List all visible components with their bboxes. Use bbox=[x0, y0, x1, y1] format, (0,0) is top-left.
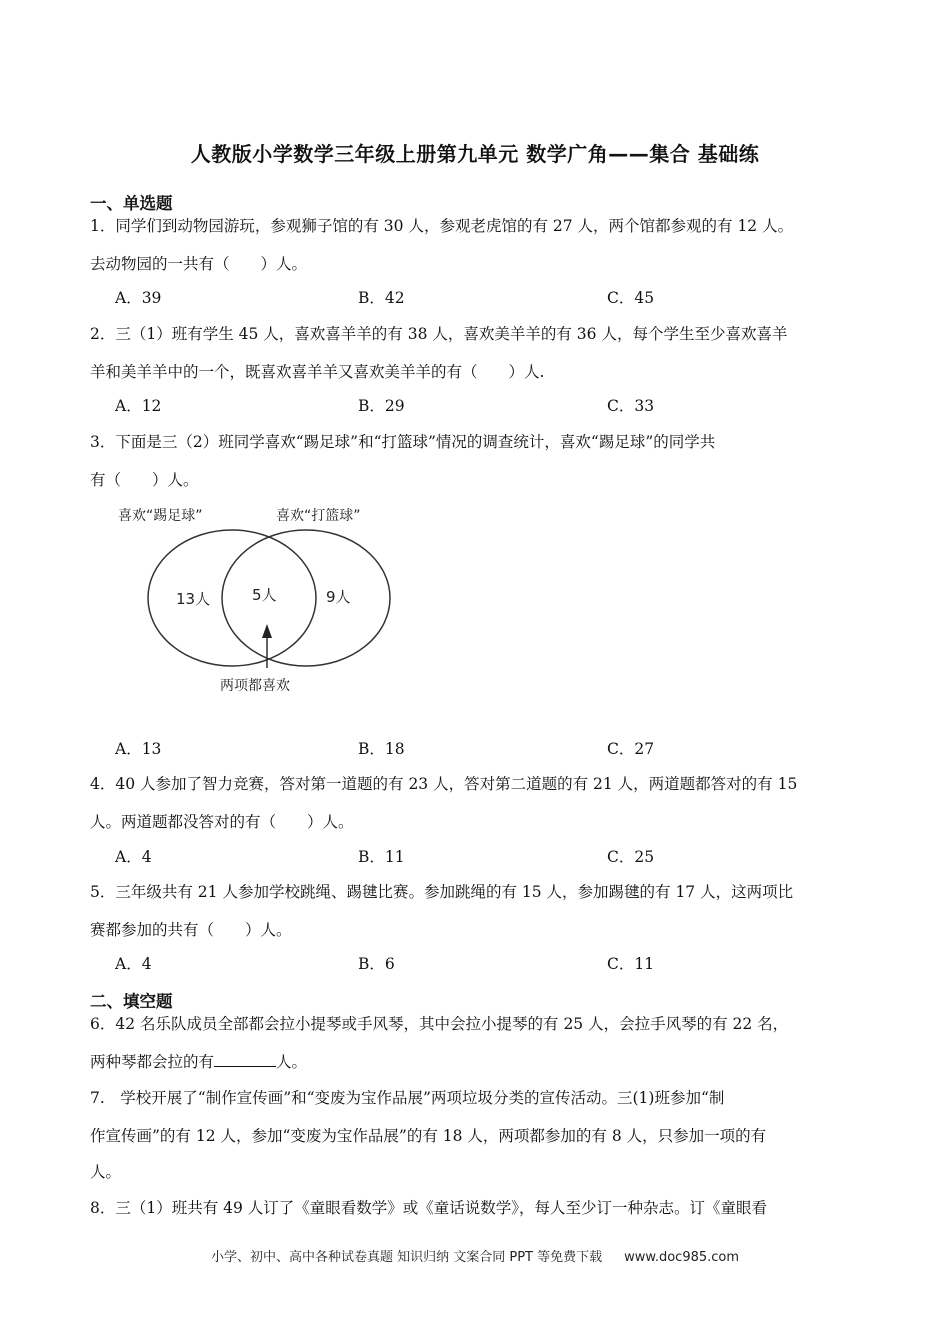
question-8-line-1: 8．三（1）班共有 49 人订了《童眼看数学》或《童话说数学》，每人至少订一种杂志。订《童眼看 bbox=[90, 1199, 768, 1217]
question-3-option-b: B．18 bbox=[358, 740, 405, 758]
venn-diagram bbox=[110, 500, 430, 710]
question-2-option-b: B．29 bbox=[358, 397, 405, 415]
page-title: 人教版小学数学三年级上册第九单元 数学广角——集合 基础练 bbox=[190, 142, 760, 166]
venn-arrow-label: 两项都喜欢 bbox=[220, 678, 290, 694]
question-1-line-2: 去动物园的一共有（ ）人。 bbox=[90, 255, 308, 273]
question-2-line-2: 羊和美羊羊中的一个，既喜欢喜羊羊又喜欢美羊羊的有（ ）人. bbox=[90, 363, 545, 381]
question-6-line-1: 6．42 名乐队成员全部都会拉小提琴或手风琴，其中会拉小提琴的有 25 人，会拉手风琴的有 22 名， bbox=[90, 1015, 789, 1033]
question-2-option-c: C．33 bbox=[607, 397, 655, 415]
venn-label-football: 喜欢“踢足球” bbox=[118, 508, 203, 524]
question-3-line-2: 有（ ）人。 bbox=[90, 471, 199, 489]
section-heading-fill-blank: 二、填空题 bbox=[90, 992, 173, 1011]
question-3-option-c: C．27 bbox=[607, 740, 655, 758]
question-2-line-1: 2．三（1）班有学生 45 人，喜欢喜羊羊的有 38 人，喜欢美羊羊的有 36 人，每个学生至少喜欢喜羊 bbox=[90, 325, 788, 343]
question-4-option-b: B．11 bbox=[358, 848, 405, 866]
question-4-option-c: C．25 bbox=[607, 848, 655, 866]
question-2-option-a: A．12 bbox=[115, 397, 162, 415]
question-5-option-b: B．6 bbox=[358, 955, 395, 973]
question-1-option-a: A．39 bbox=[115, 289, 162, 307]
question-5-line-1: 5．三年级共有 21 人参加学校跳绳、踢毽比赛。参加跳绳的有 15 人，参加踢毽的有 17 人，这两项比 bbox=[90, 883, 794, 901]
venn-circle-basketball bbox=[222, 530, 390, 666]
question-5-option-c: C．11 bbox=[607, 955, 655, 973]
question-6-text-after-blank: 人。 bbox=[276, 1053, 308, 1071]
venn-arrowhead bbox=[262, 624, 272, 638]
venn-value-basketball-only: 9人 bbox=[326, 588, 351, 606]
question-3-line-1: 3．下面是三（2）班同学喜欢“踢足球”和“打篮球”情况的调查统计，喜欢“踢足球”的同学共 bbox=[90, 433, 716, 451]
venn-circle-football bbox=[148, 530, 316, 666]
footer-text: 小学、初中、高中各种试卷真题 知识归纳 文案合同 PPT 等免费下载 bbox=[210, 1250, 603, 1265]
question-5-option-a: A．4 bbox=[115, 955, 152, 973]
question-3-option-a: A．13 bbox=[115, 740, 162, 758]
question-6-line-2 bbox=[90, 1050, 860, 1072]
page-footer bbox=[0, 1246, 950, 1265]
question-4-line-2: 人。两道题都没答对的有（ ）人。 bbox=[90, 813, 354, 831]
question-1-option-b: B．42 bbox=[358, 289, 405, 307]
question-6-text-before-blank: 两种琴都会拉的有 bbox=[90, 1053, 215, 1071]
question-4-option-a: A．4 bbox=[115, 848, 152, 866]
question-7-line-2: 作宣传画”的有 12 人，参加“变废为宝作品展”的有 18 人，两项都参加的有 8 人，只参加一项的有 bbox=[90, 1127, 767, 1145]
venn-value-both: 5人 bbox=[252, 586, 277, 604]
question-4-line-1: 4．40 人参加了智力竞赛，答对第一道题的有 23 人，答对第二道题的有 21 人，两道题都答对的有 15 bbox=[90, 775, 798, 793]
question-7-line-1: 7. 学校开展了“制作宣传画”和“变废为宝作品展”两项垃圾分类的宣传活动。三(1)班参加“制 bbox=[90, 1089, 725, 1107]
footer-url[interactable]: www.doc985.com bbox=[624, 1250, 740, 1265]
question-6-answer-blank[interactable] bbox=[214, 1052, 276, 1067]
question-7-line-3: 人。 bbox=[90, 1163, 122, 1181]
question-1-line-1: 1．同学们到动物园游玩，参观狮子馆的有 30 人，参观老虎馆的有 27 人，两个馆都参观的有 12 人。 bbox=[90, 217, 794, 235]
venn-label-basketball: 喜欢“打篮球” bbox=[276, 508, 361, 524]
venn-value-football-only: 13人 bbox=[176, 590, 211, 608]
question-5-line-2: 赛都参加的共有（ ）人。 bbox=[90, 921, 292, 939]
question-1-option-c: C．45 bbox=[607, 289, 655, 307]
section-heading-single-choice: 一、单选题 bbox=[90, 194, 173, 213]
